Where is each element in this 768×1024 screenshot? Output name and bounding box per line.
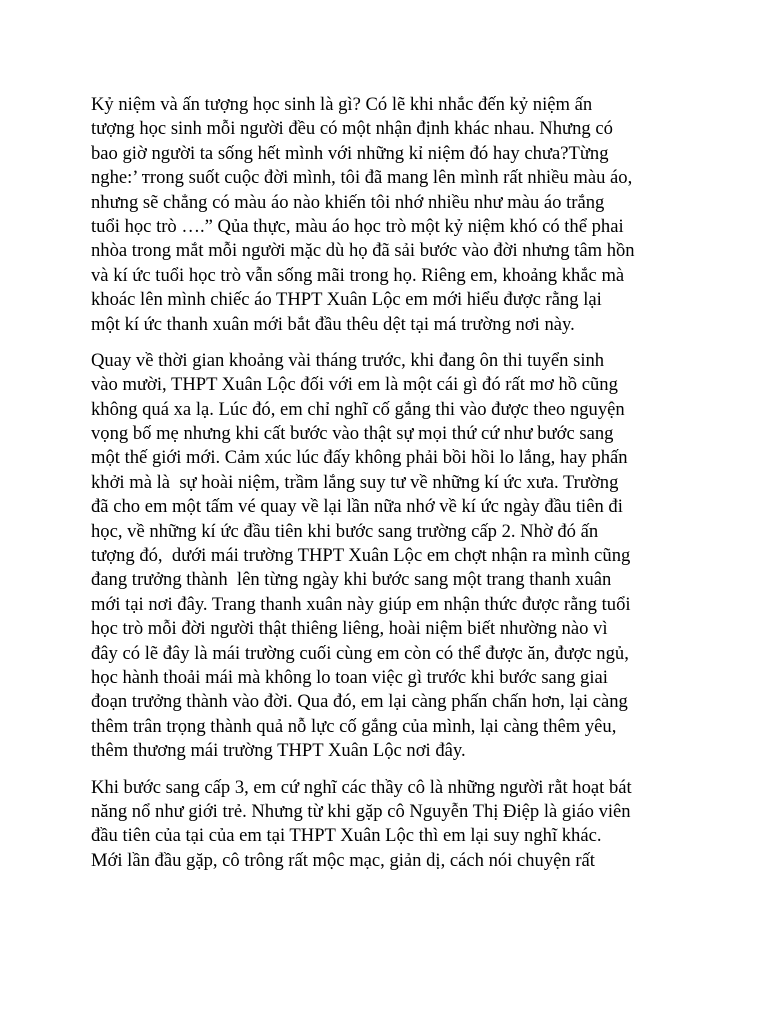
text-line: đang trưởng thành lên từng ngày khi bước sang một trang thanh xuân bbox=[91, 569, 612, 591]
text-line: năng nổ như giới trẻ. Nhưng từ khi gặp cô Nguyễn Thị Điệp là giáo viên bbox=[91, 800, 631, 822]
text-line: học trò mỗi đời người thật thiêng liêng, hoài niệm biết nhường nào vì bbox=[91, 618, 608, 640]
text-line: tuổi học trò ….” Qủa thực, màu áo học trò một kỷ niệm khó có thể phai bbox=[91, 215, 624, 237]
text-line: tượng đó, dưới mái trường THPT Xuân Lộc em chợt nhận ra mình cũng bbox=[91, 545, 631, 567]
paragraph-1 bbox=[91, 93, 691, 337]
text-line: bao giờ người ta sống hết mình với những kỉ niệm đó hay chưa?Từng bbox=[91, 142, 609, 164]
text-line: Kỷ niệm và ấn tượng học sinh là gì? Có lẽ khi nhắc đến kỷ niệm ấn bbox=[91, 94, 593, 115]
text-line: Mới lần đầu gặp, cô trông rất mộc mạc, giản dị, cách nói chuyện rất bbox=[91, 849, 595, 871]
text-line: đây có lẽ đây là mái trường cuối cùng em còn có thể được ăn, được ngủ, bbox=[91, 642, 629, 664]
text-line: một thế giới mới. Cảm xúc lúc đấy không phải bồi hồi lo lắng, hay phấn bbox=[91, 447, 628, 469]
text-line: đã cho em một tấm vé quay về lại lần nữa nhớ về kí ức ngày đầu tiên đi bbox=[91, 496, 623, 518]
text-line: Quay về thời gian khoảng vài tháng trước, khi đang ôn thi tuyển sinh bbox=[91, 349, 605, 371]
document-body bbox=[91, 93, 691, 885]
text-line: thêm thương mái trường THPT Xuân Lộc nơi đây. bbox=[91, 740, 466, 762]
text-line: không quá xa lạ. Lúc đó, em chỉ nghĩ cố gắng thi vào được theo nguyện bbox=[91, 398, 625, 420]
paragraph-2 bbox=[91, 349, 691, 764]
text-line: vào mười, THPT Xuân Lộc đối với em là một cái gì đó rất mơ hồ cũng bbox=[91, 374, 618, 396]
text-line: học hành thoải mái mà không lo toan việc gì trước khi bước sang giai bbox=[91, 666, 608, 688]
text-line: thêm trân trọng thành quả nỗ lực cố gắng của mình, lại càng thêm yêu, bbox=[91, 715, 617, 737]
text-line: tượng học sinh mỗi người đều có một nhận định khác nhau. Nhưng có bbox=[91, 118, 613, 140]
text-line: nhưng sẽ chẳng có màu áo nào khiến tôi nhớ nhiều như màu áo trắng bbox=[91, 191, 605, 213]
text-line: nghe:’ ᴛrong suốt cuộc đời mình, tôi đã mang lên mình rất nhiều màu áo, bbox=[91, 167, 633, 189]
text-line: học, về những kí ức đầu tiên khi bước sang trường cấp 2. Nhờ đó ấn bbox=[91, 520, 599, 542]
paragraph-3 bbox=[91, 776, 691, 874]
text-line: một kí ức thanh xuân mới bắt đầu thêu dệt tại má trường nơi này. bbox=[91, 313, 575, 335]
text-line: nhòa trong mắt mỗi người mặc dù họ đã sải bước vào đời nhưng tâm hồn bbox=[91, 240, 635, 262]
text-line: và kí ức tuổi học trò vẫn sống mãi trong họ. Riêng em, khoảng khắc mà bbox=[91, 264, 625, 286]
text-line: khoác lên mình chiếc áo THPT Xuân Lộc em mới hiểu được rằng lại bbox=[91, 289, 602, 311]
text-line: khởi mà là sự hoài niệm, trầm lắng suy tư về những kí ức xưa. Trường bbox=[91, 471, 619, 493]
text-line: đoạn trưởng thành vào đời. Qua đó, em lại càng phấn chấn hơn, lại càng bbox=[91, 691, 628, 713]
text-line: đầu tiên của tại của em tại THPT Xuân Lộc thì em lại suy nghĩ khác. bbox=[91, 825, 602, 847]
text-line: vọng bố mẹ nhưng khi cất bước vào thật sự mọi thứ cứ như bước sang bbox=[91, 423, 614, 445]
text-line: Khi bước sang cấp 3, em cứ nghĩ các thầy cô là những người rằt hoạt bát bbox=[91, 776, 632, 798]
text-line: mới tại nơi đây. Trang thanh xuân này giúp em nhận thức được rằng tuổi bbox=[91, 593, 631, 615]
